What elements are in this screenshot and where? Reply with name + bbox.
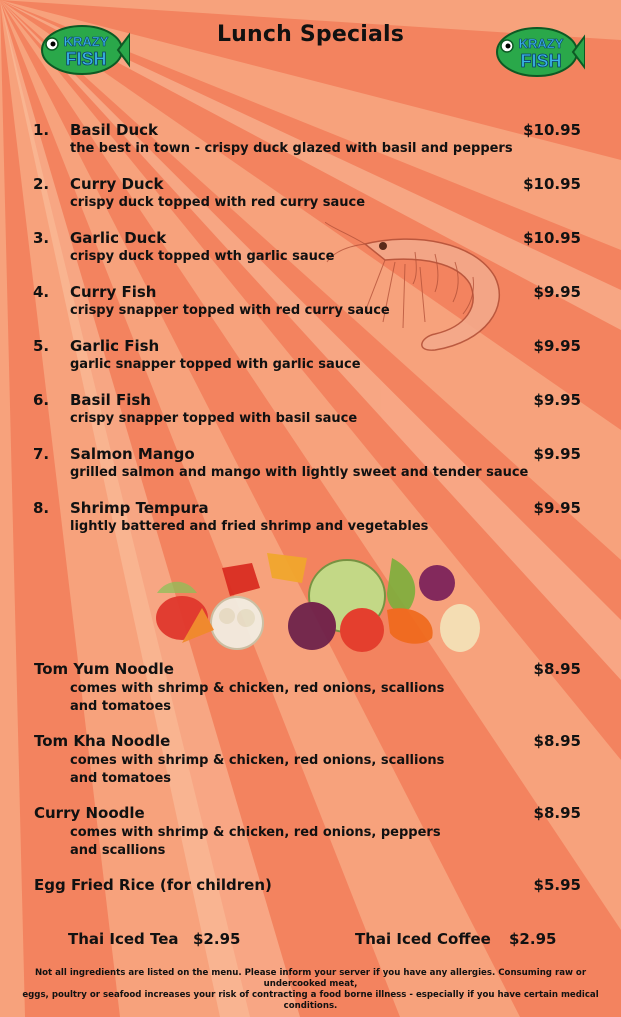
- special-name: Shrimp Tempura: [70, 499, 209, 517]
- special-name: Curry Duck: [70, 175, 164, 193]
- disclaimer-line-2: eggs, poultry or seafood increases your risk of contracting a food borne illness - especially if you have certain medical conditions.: [22, 990, 599, 1011]
- allergy-disclaimer: [20, 968, 601, 1012]
- special-price: $9.95: [533, 283, 581, 301]
- special-description: garlic snapper topped with garlic sauce: [70, 357, 361, 372]
- drink-price-coffee: $2.95: [509, 930, 557, 948]
- drink-price-tea: $2.95: [193, 930, 241, 948]
- special-number: 8.: [33, 499, 50, 517]
- special-name: Garlic Duck: [70, 229, 167, 247]
- noodle-name: Tom Yum Noodle: [34, 660, 174, 678]
- noodle-description-line1: comes with shrimp & chicken, red onions, scallions: [70, 681, 445, 696]
- special-name: Salmon Mango: [70, 445, 195, 463]
- special-name: Basil Duck: [70, 121, 158, 139]
- special-description: crispy duck topped wth garlic sauce: [70, 249, 335, 264]
- special-name: Curry Fish: [70, 283, 157, 301]
- special-number: 3.: [33, 229, 50, 247]
- special-description: the best in town - crispy duck glazed with basil and peppers: [70, 141, 513, 156]
- special-name: Basil Fish: [70, 391, 151, 409]
- noodle-description-line2: and scallions: [70, 843, 166, 858]
- logo-text-bottom: FISH: [520, 51, 562, 71]
- special-price: $9.95: [533, 445, 581, 463]
- special-number: 2.: [33, 175, 50, 193]
- noodle-price: $8.95: [533, 804, 581, 822]
- kids-item-price: $5.95: [533, 876, 581, 894]
- disclaimer-line-1: Not all ingredients are listed on the menu. Please inform your server if you have any allergies. Consuming raw or undercooked meat,: [34, 968, 587, 989]
- noodle-name: Tom Kha Noodle: [34, 732, 171, 750]
- special-description: lightly battered and fried shrimp and vegetables: [70, 519, 429, 534]
- special-price: $9.95: [533, 391, 581, 409]
- noodle-price: $8.95: [533, 660, 581, 678]
- logo-text-top: KRAZY: [63, 34, 109, 49]
- special-price: $10.95: [523, 175, 581, 193]
- special-name: Garlic Fish: [70, 337, 160, 355]
- noodle-description-line2: and tomatoes: [70, 771, 172, 786]
- special-price: $10.95: [523, 229, 581, 247]
- special-description: crispy snapper topped with basil sauce: [70, 411, 358, 426]
- drink-name-tea: Thai Iced Tea: [68, 930, 179, 948]
- special-number: 5.: [33, 337, 50, 355]
- special-price: $9.95: [533, 337, 581, 355]
- noodle-description-line2: and tomatoes: [70, 699, 172, 714]
- shrimp-illustration: [325, 222, 515, 357]
- noodle-description-line1: comes with shrimp & chicken, red onions, peppers: [70, 825, 441, 840]
- special-price: $10.95: [523, 121, 581, 139]
- drink-name-coffee: Thai Iced Coffee: [355, 930, 491, 948]
- vegetables-illustration: [142, 548, 482, 658]
- page-title: Lunch Specials: [216, 22, 405, 47]
- special-number: 7.: [33, 445, 50, 463]
- noodle-price: $8.95: [533, 732, 581, 750]
- noodle-description-line1: comes with shrimp & chicken, red onions, scallions: [70, 753, 445, 768]
- special-number: 1.: [33, 121, 50, 139]
- logo-text-bottom: FISH: [65, 49, 107, 69]
- special-price: $9.95: [533, 499, 581, 517]
- noodle-name: Curry Noodle: [34, 804, 145, 822]
- special-description: crispy snapper topped with red curry sauce: [70, 303, 390, 318]
- special-description: crispy duck topped with red curry sauce: [70, 195, 366, 210]
- special-number: 6.: [33, 391, 50, 409]
- special-number: 4.: [33, 283, 50, 301]
- logo-text-top: KRAZY: [518, 36, 564, 51]
- special-description: grilled salmon and mango with lightly sweet and tender sauce: [70, 465, 529, 480]
- kids-item-name: Egg Fried Rice (for children): [34, 876, 272, 894]
